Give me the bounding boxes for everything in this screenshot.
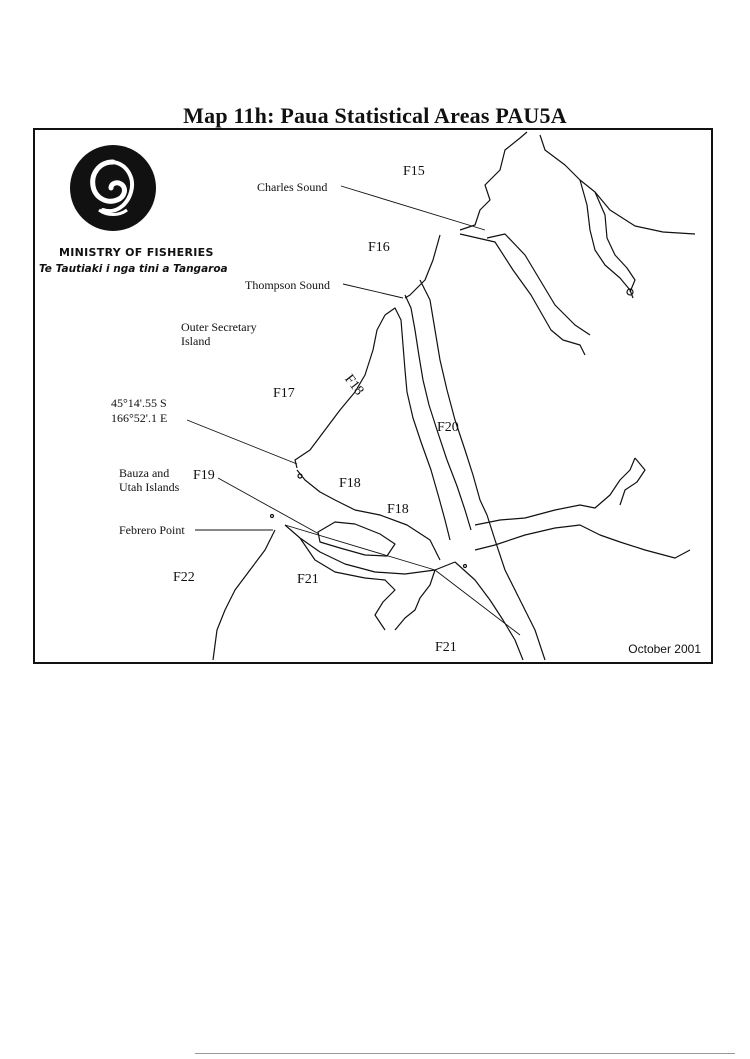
area-f16: F16 bbox=[368, 240, 390, 255]
area-f21-a: F21 bbox=[297, 572, 319, 587]
map-date: October 2001 bbox=[628, 642, 701, 656]
f16-coast bbox=[405, 235, 440, 298]
central-east-coast bbox=[420, 280, 487, 515]
charles-sound-coast-north bbox=[460, 132, 527, 230]
area-f20: F20 bbox=[437, 420, 459, 435]
ministry-of-fisheries-logo-icon bbox=[69, 144, 157, 232]
charles-arm bbox=[580, 180, 633, 298]
ministry-motto: Te Tautiaki i nga tini a Tangaroa bbox=[39, 263, 228, 275]
label-coord-lon: 166°52'.1 E bbox=[111, 411, 168, 425]
east-arm-south bbox=[475, 525, 690, 558]
charles-sound-leader bbox=[341, 186, 485, 230]
area-f19: F19 bbox=[193, 468, 215, 483]
area-f22: F22 bbox=[173, 570, 195, 585]
ministry-logo bbox=[69, 144, 157, 232]
thompson-sound-leader bbox=[343, 284, 403, 298]
label-febrero-point: Febrero Point bbox=[119, 523, 185, 537]
area-f18-a: F18 bbox=[339, 476, 361, 491]
bottom-rule bbox=[195, 1053, 735, 1054]
area-f15: F15 bbox=[403, 164, 425, 179]
charles-arm-inner bbox=[595, 192, 635, 292]
charles-sound-inner-south bbox=[487, 234, 590, 335]
page-title: Map 11h: Paua Statistical Areas PAU5A bbox=[183, 103, 567, 128]
label-charles-sound: Charles Sound bbox=[257, 180, 328, 194]
label-bauza-1: Bauza and bbox=[119, 466, 170, 480]
southeast-coast bbox=[487, 515, 545, 660]
label-outer-secretary-1: Outer Secretary bbox=[181, 320, 257, 334]
islet-4 bbox=[464, 565, 467, 568]
boundary-line-south bbox=[435, 570, 520, 635]
area-f21-b: F21 bbox=[435, 640, 457, 655]
f19-leader bbox=[218, 478, 319, 534]
area-f18-b: F18 bbox=[387, 502, 409, 517]
label-coord-lat: 45°14'.55 S bbox=[111, 396, 167, 410]
thompson-west-coast bbox=[295, 315, 385, 468]
islet-3 bbox=[271, 515, 274, 518]
coord-leader bbox=[187, 420, 297, 464]
boundary-line-west bbox=[285, 525, 435, 570]
charles-sound-inner-north bbox=[540, 135, 695, 234]
area-f17: F17 bbox=[273, 386, 295, 401]
south-inlet-inner bbox=[395, 570, 435, 630]
f19-island-outline bbox=[318, 522, 395, 556]
area-f18-diagonal: F18 bbox=[341, 372, 367, 399]
east-arm-north bbox=[475, 458, 635, 525]
map-frame bbox=[33, 128, 713, 664]
central-island bbox=[297, 470, 440, 560]
label-bauza-2: Utah Islands bbox=[119, 480, 180, 494]
label-outer-secretary-2: Island bbox=[181, 334, 211, 348]
label-thompson-sound: Thompson Sound bbox=[245, 278, 331, 292]
south-channel-south bbox=[213, 530, 275, 660]
ministry-name: MINISTRY OF FISHERIES bbox=[59, 246, 214, 259]
